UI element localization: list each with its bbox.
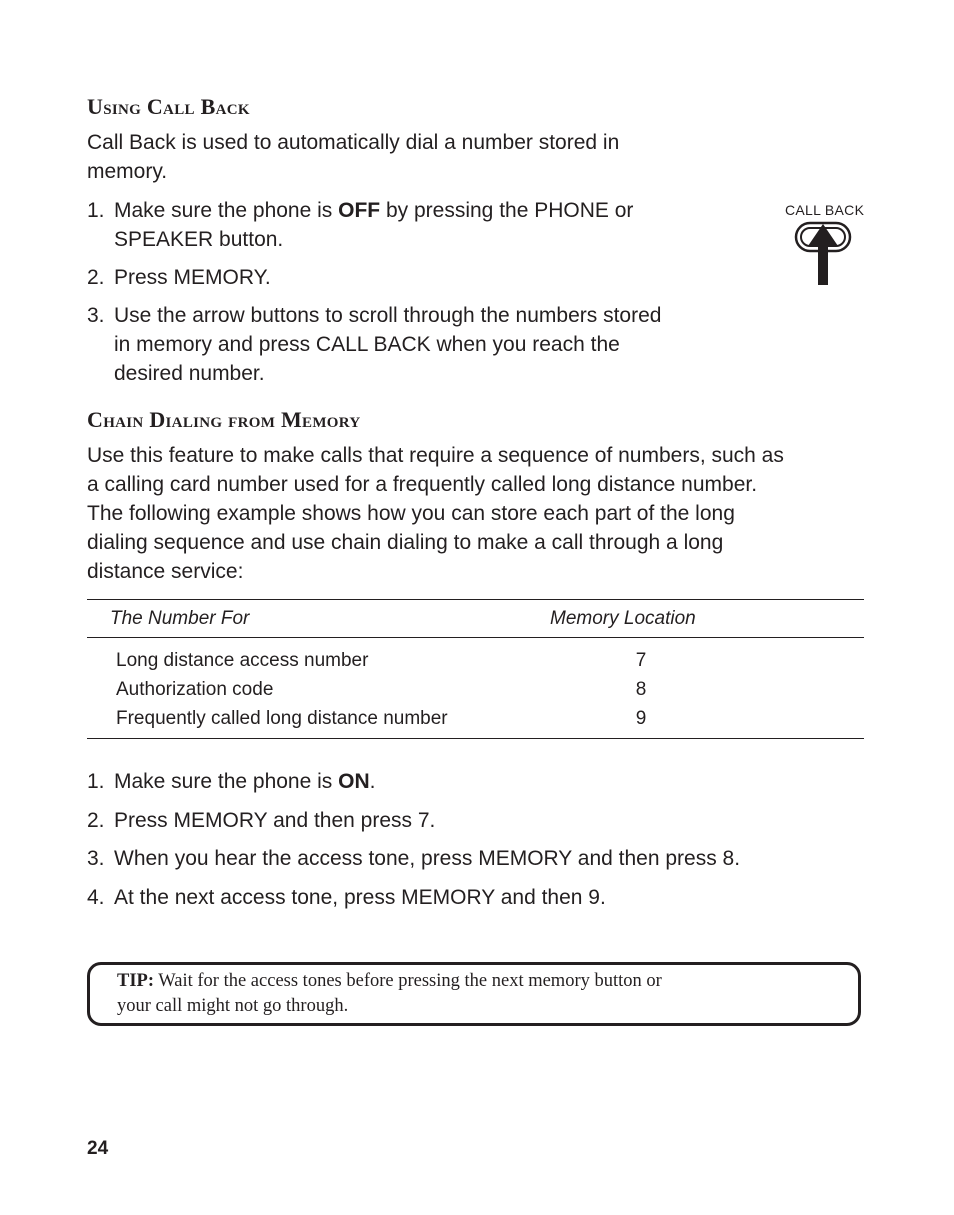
step-text: Make sure the phone is OFF by pressing the PHONE or xyxy=(114,199,634,222)
step-number: 1. xyxy=(87,770,105,793)
step-text: in memory and press CALL BACK when you reach the xyxy=(114,333,620,356)
chain-step-2 xyxy=(87,806,847,836)
intro-line: memory. xyxy=(87,160,168,183)
step-number: 4. xyxy=(87,886,105,909)
table-row: Frequently called long distance number xyxy=(116,708,448,729)
callback-step-1 xyxy=(87,196,747,256)
table-cell-location: 8 xyxy=(635,679,647,700)
page-number: 24 xyxy=(87,1138,109,1159)
table-cell-location: 9 xyxy=(635,708,647,729)
on-emphasis: ON xyxy=(338,770,370,793)
intro-line: Call Back is used to automatically dial a number stored in xyxy=(87,131,620,154)
tip-line: your call might not go through. xyxy=(117,996,349,1016)
table-row: Long distance access number xyxy=(116,650,369,671)
tip-label: TIP: xyxy=(117,971,154,991)
table-header-rule xyxy=(87,637,864,638)
table-header-number-for: The Number For xyxy=(110,608,250,629)
tip-text xyxy=(117,969,837,1019)
call-back-icon-label: CALL BACK xyxy=(785,202,865,218)
section-heading-chain-dialing: Chain Dialing from Memory xyxy=(87,407,361,432)
table-items xyxy=(116,646,536,733)
intro-line: Use this feature to make calls that require a sequence of numbers, such as xyxy=(87,444,784,467)
step-number: 1. xyxy=(87,199,105,222)
step-text: SPEAKER button. xyxy=(114,228,284,251)
table-row: Authorization code xyxy=(116,679,274,700)
section1-intro xyxy=(87,128,619,186)
table-cell-location: 7 xyxy=(635,650,647,671)
step-text: Use the arrow buttons to scroll through the numbers stored xyxy=(114,304,662,327)
intro-line: distance service: xyxy=(87,560,244,583)
step-number: 2. xyxy=(87,809,105,832)
off-emphasis: OFF xyxy=(338,199,381,222)
step-text: Press MEMORY. xyxy=(114,266,271,289)
callback-step-3 xyxy=(87,301,767,391)
table-bottom-rule xyxy=(87,738,864,739)
intro-line: a calling card number used for a frequently called long distance number. xyxy=(87,473,758,496)
call-back-button-icon xyxy=(792,220,854,288)
section-heading-using-call-back: Using Call Back xyxy=(87,94,250,119)
chain-step-1 xyxy=(87,767,847,797)
intro-line: The following example shows how you can store each part of the long xyxy=(87,502,735,525)
step-text: At the next access tone, press MEMORY and then 9. xyxy=(114,886,606,909)
callback-step-2 xyxy=(87,263,747,293)
table-locations xyxy=(631,646,651,733)
table-header-memory-location: Memory Location xyxy=(550,608,696,629)
step-text: desired number. xyxy=(114,362,265,385)
step-number: 3. xyxy=(87,847,105,870)
intro-line: dialing sequence and use chain dialing to make a call through a long xyxy=(87,531,724,554)
table-top-rule xyxy=(87,599,864,600)
step-text: Press MEMORY and then press 7. xyxy=(114,809,436,832)
step-number: 2. xyxy=(87,266,105,289)
tip-line: TIP: Wait for the access tones before pressing the next memory button or xyxy=(117,971,662,991)
chain-step-3 xyxy=(87,844,847,874)
step-text: Make sure the phone is ON. xyxy=(114,770,376,793)
step-number: 3. xyxy=(87,304,105,327)
step-text: When you hear the access tone, press MEMORY and then press 8. xyxy=(114,847,741,870)
section2-intro xyxy=(87,441,877,586)
chain-step-4 xyxy=(87,883,847,913)
